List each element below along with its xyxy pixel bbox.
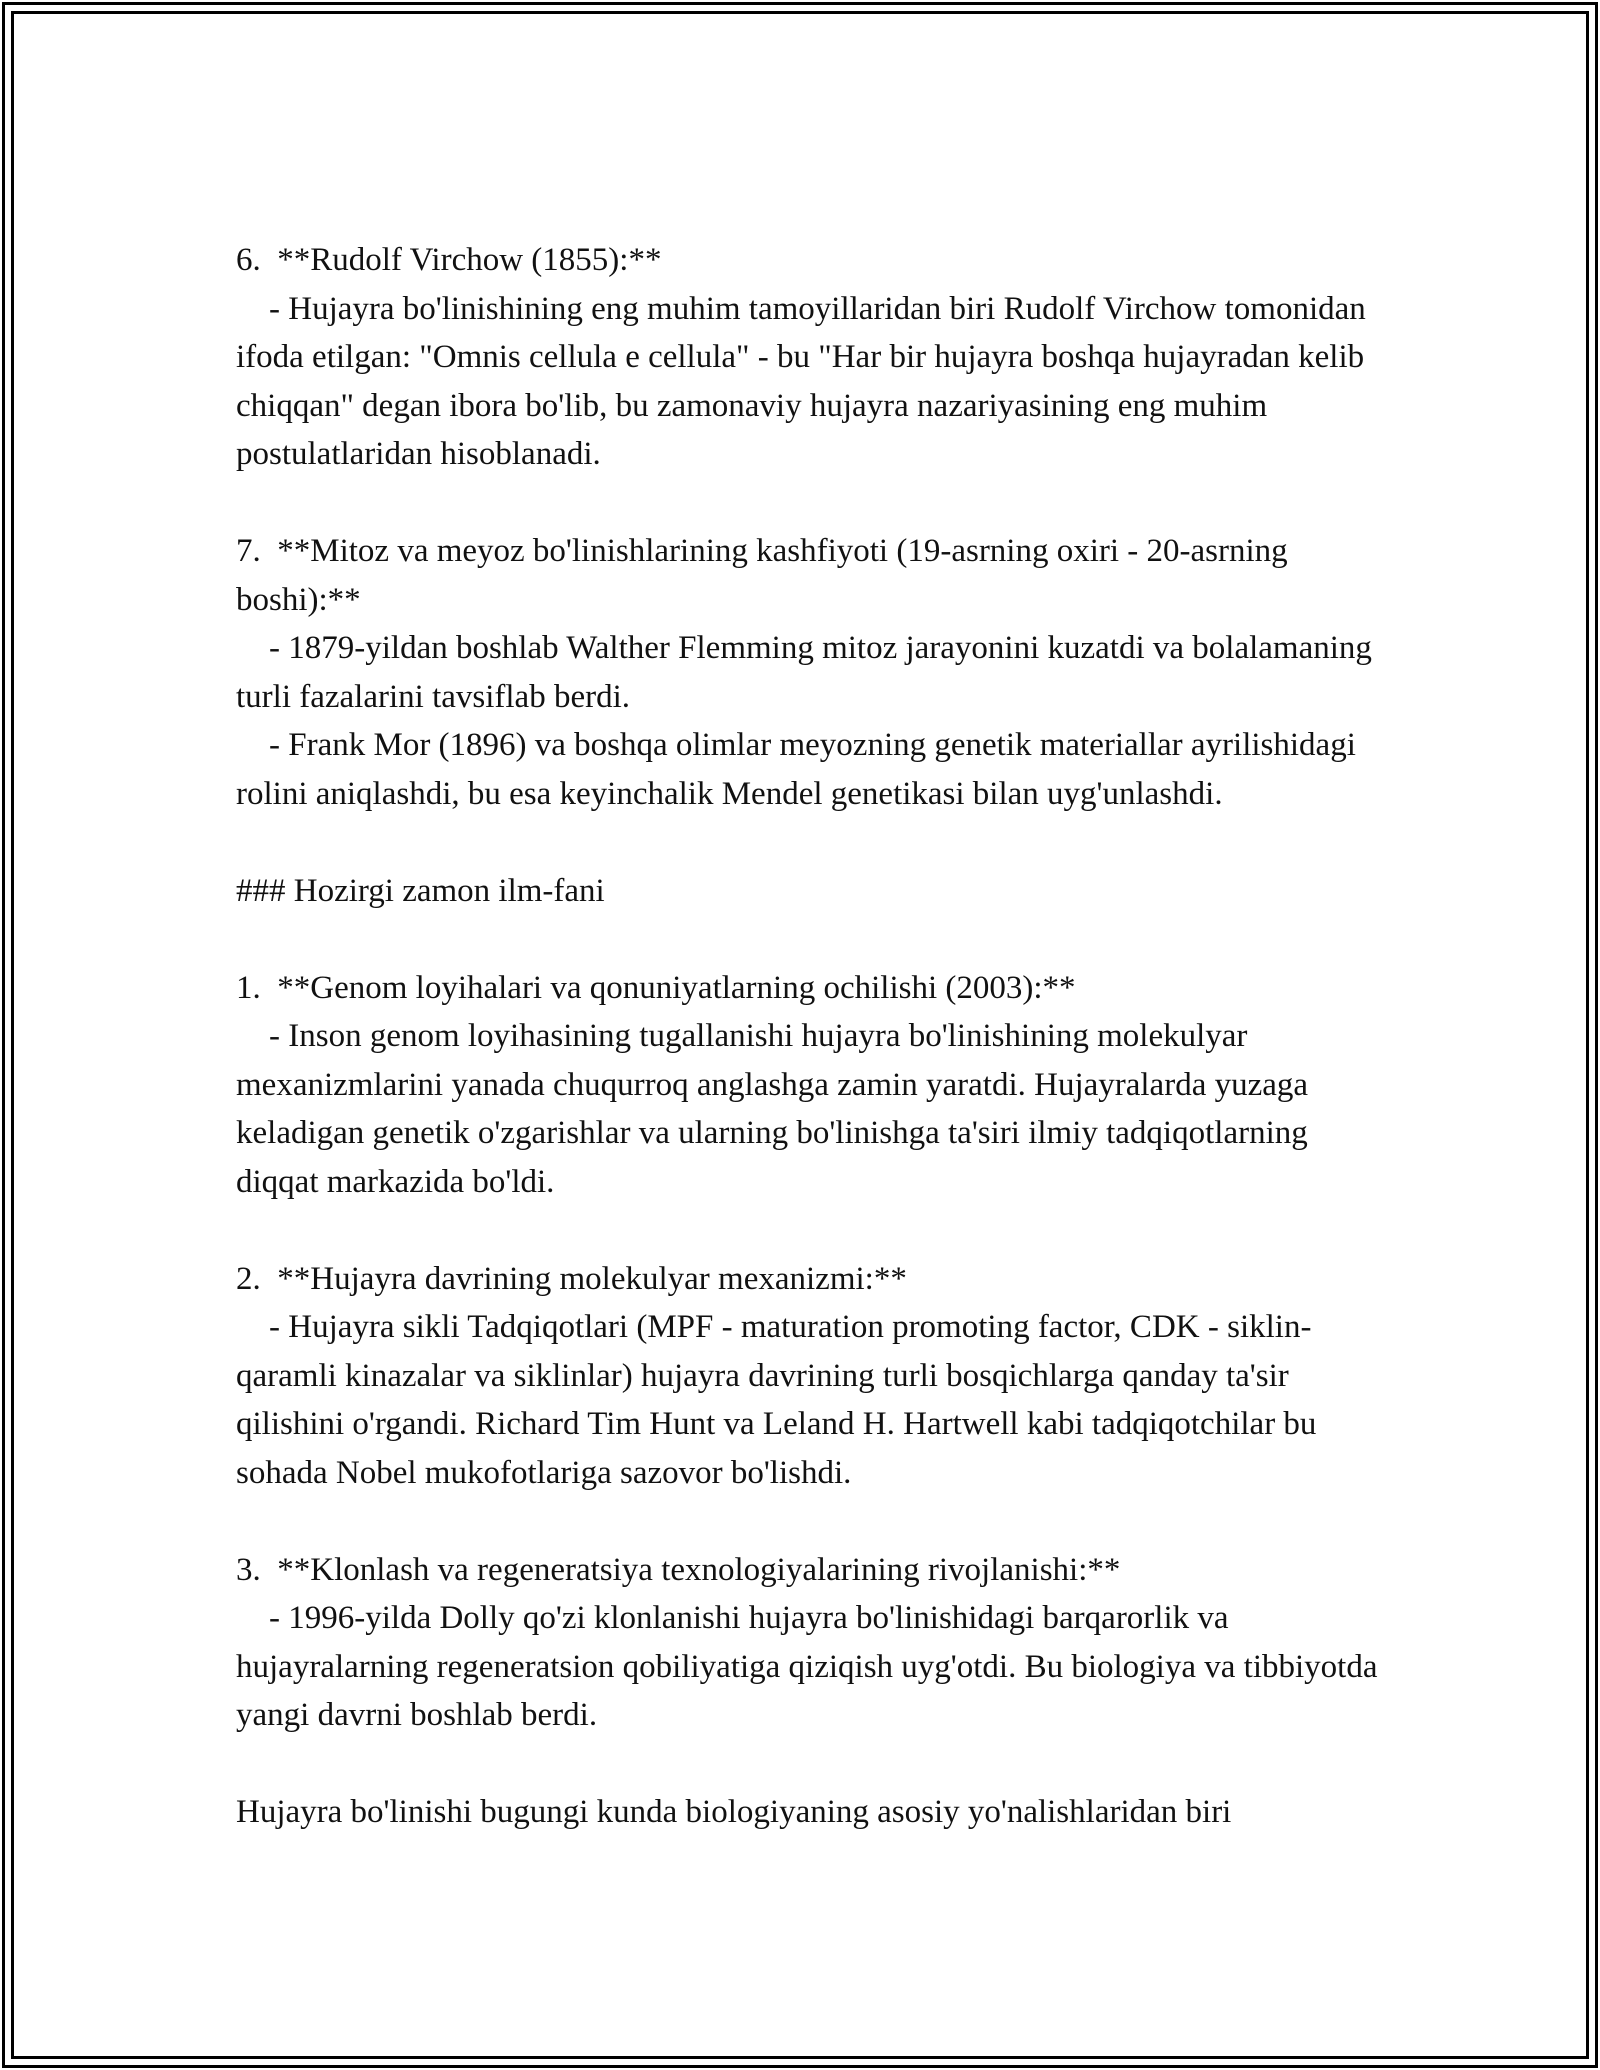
closing-paragraph: Hujayra bo'linishi bugungi kunda biologiyaning asosiy yo'nalishlaridan biri <box>236 1794 1232 1830</box>
blank-line <box>236 1206 1386 1255</box>
blank-line <box>236 1740 1386 1789</box>
klonlash-paragraph: - 1996-yilda Dolly qo'zi klonlanishi hujayra bo'linishidagi barqarorlik va hujayralarning regeneratsion qobiliyatiga qiziqish uyg'otdi. Bu biologiya va tibbiyotda yangi davrni boshlab berdi. <box>236 1600 1386 1733</box>
genom-paragraph: - Inson genom loyihasining tugallanishi hujayra bo'linishining molekulyar mexanizmlarini yanada chuqurroq anglashga zamin yaratdi. Hujayralarda yuzaga keladigan genetik o'zgarishlar va ularning bo'linishga ta'siri ilmiy tadqiqotlarning diqqat markazida bo'ldi. <box>236 1018 1317 1200</box>
blank-line <box>236 915 1386 964</box>
document-body <box>236 236 1386 1837</box>
mitoz-meyoz-heading: 7. **Mitoz va meyoz bo'linishlarining kashfiyoti (19-asrning oxiri - 20-asrning boshi):** <box>236 533 1296 618</box>
section-heading: ### Hozirgi zamon ilm-fani <box>236 872 605 909</box>
blank-line <box>236 818 1386 867</box>
klonlash-heading: 3. **Klonlash va regeneratsiya texnologiyalarining rivojlanishi:** <box>236 1551 1121 1588</box>
blank-line <box>236 1497 1386 1546</box>
virchow-heading: 6. **Rudolf Virchow (1855):** <box>236 242 662 278</box>
genom-heading: 1. **Genom loyihalari va qonuniyatlarning ochilishi (2003):** <box>236 969 1076 1006</box>
flemming-paragraph: - 1879-yildan boshlab Walther Flemming mitoz jarayonini kuzatdi va bolalamaning turli fazalarini tavsiflab berdi. <box>236 630 1381 715</box>
blank-line <box>236 479 1386 528</box>
virchow-paragraph: - Hujayra bo'linishining eng muhim tamoyillaridan biri Rudolf Virchow tomonidan ifoda etilgan: "Omnis cellula e cellula" - bu "Har bir hujayra boshqa hujayradan kelib chiqqan" degan ibora bo'lib, bu zamonaviy hujayra nazariyasining eng muhim postulatlaridan hisoblanadi. <box>236 290 1375 472</box>
hujayra-davri-paragraph: - Hujayra sikli Tadqiqotlari (MPF - maturation promoting factor, CDK - siklin-qaramli kinazalar va siklinlar) hujayra davrining turli bosqichlarga qanday ta'sir qilishini o'rgandi. Richard Tim Hunt va Leland H. Hartwell kabi tadqiqotchilar bu sohada Nobel mukofotlariga sazovor bo'lishdi. <box>236 1309 1325 1491</box>
hujayra-davri-heading: 2. **Hujayra davrining molekulyar mexanizmi:** <box>236 1260 907 1297</box>
mor-paragraph: - Frank Mor (1896) va boshqa olimlar meyozning genetik materiallar ayrilishidagi rolini aniqlashdi, bu esa keyinchalik Mendel genetikasi bilan uyg'unlashdi. <box>236 727 1365 812</box>
